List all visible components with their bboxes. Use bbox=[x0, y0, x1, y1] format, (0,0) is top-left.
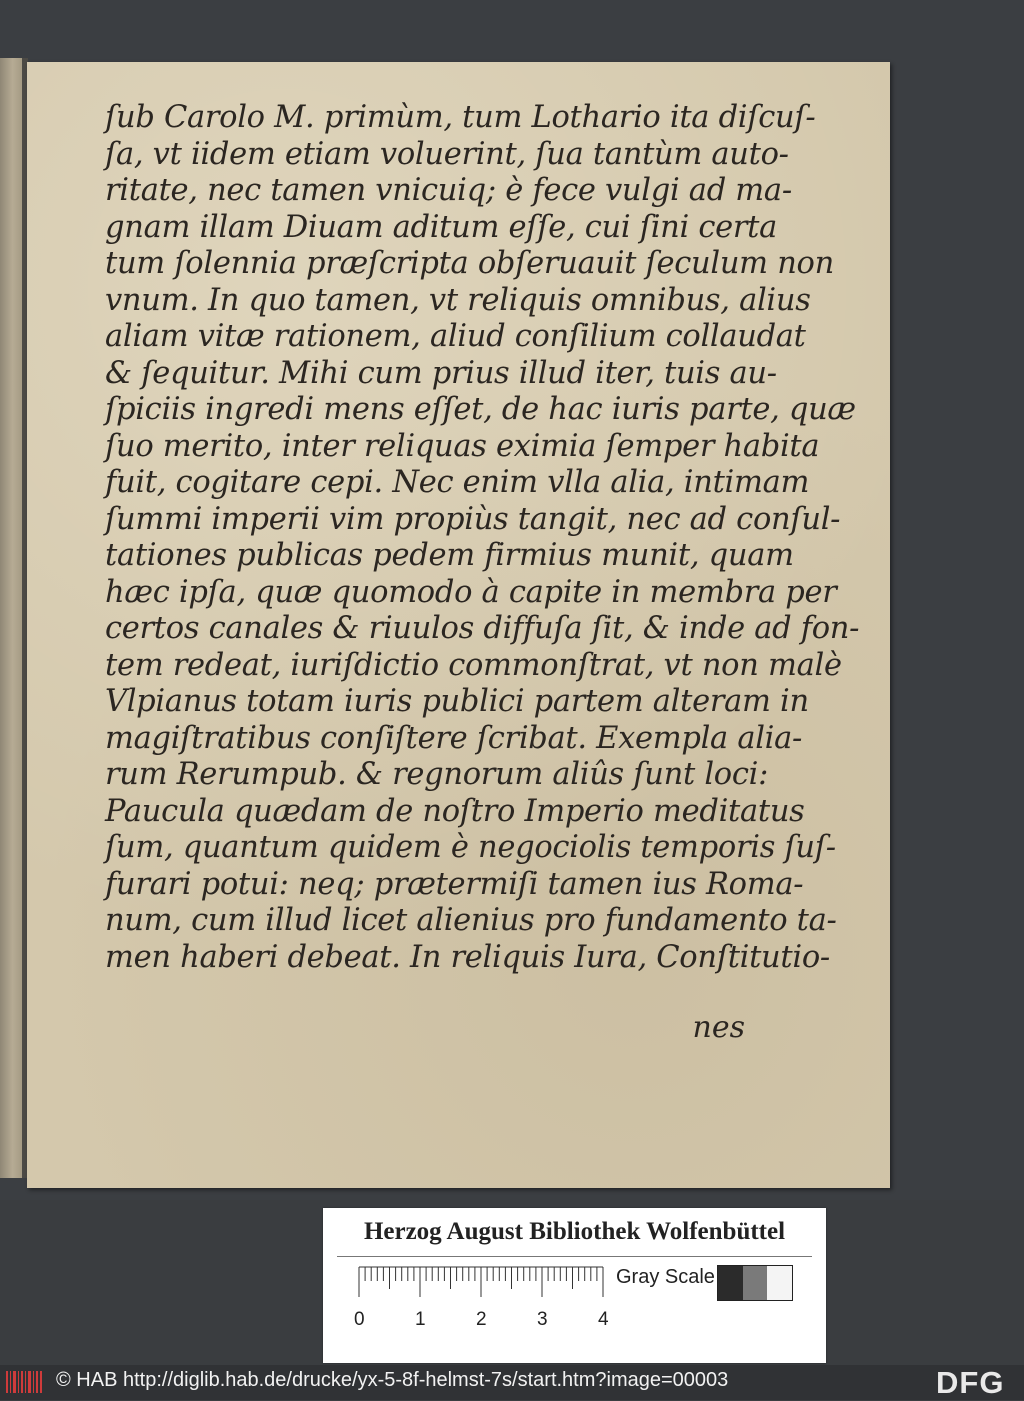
text-line: gnam illam Diuam aditum eſſe, cui ſini certa bbox=[105, 209, 777, 245]
text-line: ritate, nec tamen vnicuiq; è fece vulgi ad ma- bbox=[105, 173, 792, 208]
text-line: certos canales & riuulos diffuſa ſit, & inde ad fon- bbox=[105, 611, 860, 646]
gray-patch-dark bbox=[718, 1266, 743, 1300]
ruler-number: 4 bbox=[598, 1309, 609, 1330]
text-line: ſuo merito, inter reliquas eximia ſemper habita bbox=[105, 428, 820, 464]
gray-patch-light bbox=[767, 1266, 792, 1300]
footer-bar bbox=[0, 1365, 1024, 1400]
text-line: magiſtratibus conſiſtere ſcribat. Exempla alia- bbox=[105, 720, 803, 756]
color-calibration-card bbox=[323, 1208, 826, 1363]
text-line: fuit, cogitare cepi. Nec enim vlla alia, intimam bbox=[105, 465, 810, 500]
text-line: hæc ipſa, quæ quomodo à capite in membra per bbox=[105, 574, 837, 610]
ruler-number: 2 bbox=[476, 1309, 487, 1330]
text-line: tem redeat, iuriſdictio commonſtrat, vt non malè bbox=[105, 647, 842, 683]
dfg-logo: DFG bbox=[936, 1365, 1005, 1400]
text-line: furari potui: neq; prætermiſi tamen ius Roma- bbox=[105, 866, 804, 902]
gray-scale-label: Gray Scale bbox=[616, 1266, 715, 1288]
ruler-number: 1 bbox=[415, 1309, 426, 1330]
text-line: rum Rerumpub. & regnorum aliûs ſunt loci: bbox=[105, 757, 769, 792]
text-line: ſpiciis ingredi mens eſſet, de hac iuris parte, quæ bbox=[105, 392, 856, 427]
text-line: Vlpianus totam iuris publici partem alteram in bbox=[105, 684, 809, 719]
text-line: tationes publicas pedem firmius munit, quam bbox=[105, 538, 794, 573]
ruler-number: 3 bbox=[537, 1309, 548, 1330]
institution-name: Herzog August Bibliothek Wolfenbüttel bbox=[363, 1218, 786, 1245]
gray-patch-mid bbox=[743, 1266, 768, 1300]
gray-scale-strip bbox=[717, 1265, 793, 1301]
text-line: ſummi imperii vim propiùs tangit, nec ad conſul- bbox=[105, 501, 841, 537]
text-line: tum ſolennia præſcripta obſeruauit ſeculum non bbox=[105, 246, 834, 281]
page-text bbox=[105, 100, 860, 976]
text-line: Paucula quædam de noſtro Imperio meditatus bbox=[105, 793, 805, 829]
text-line: & ſequitur. Mihi cum prius illud iter, tuis au- bbox=[105, 355, 777, 391]
text-line: men haberi debeat. In reliquis Iura, Conſtitutio- bbox=[105, 939, 830, 975]
copyright-link[interactable]: © HAB http://diglib.hab.de/drucke/yx-5-8f-helmst-7s/start.htm?image=00003 bbox=[56, 1369, 729, 1391]
catchword: nes bbox=[692, 1010, 745, 1045]
ruler-number: 0 bbox=[354, 1309, 365, 1330]
text-line: ſum, quantum quidem è negociolis temporis ſuſ- bbox=[105, 830, 836, 865]
text-line: ſa, vt iidem etiam voluerint, ſua tantùm auto- bbox=[105, 136, 789, 172]
text-line: vnum. In quo tamen, vt reliquis omnibus, alius bbox=[105, 282, 811, 318]
measurement-ruler bbox=[353, 1263, 613, 1359]
text-line: aliam vitæ rationem, aliud conſilium collaudat bbox=[105, 319, 806, 354]
card-divider bbox=[337, 1256, 812, 1257]
text-line: ſub Carolo M. primùm, tum Lothario ita diſcuſ- bbox=[105, 100, 816, 135]
text-line: num, cum illud licet alienius pro fundamento ta- bbox=[105, 903, 837, 938]
barcode-icon bbox=[4, 1368, 46, 1396]
